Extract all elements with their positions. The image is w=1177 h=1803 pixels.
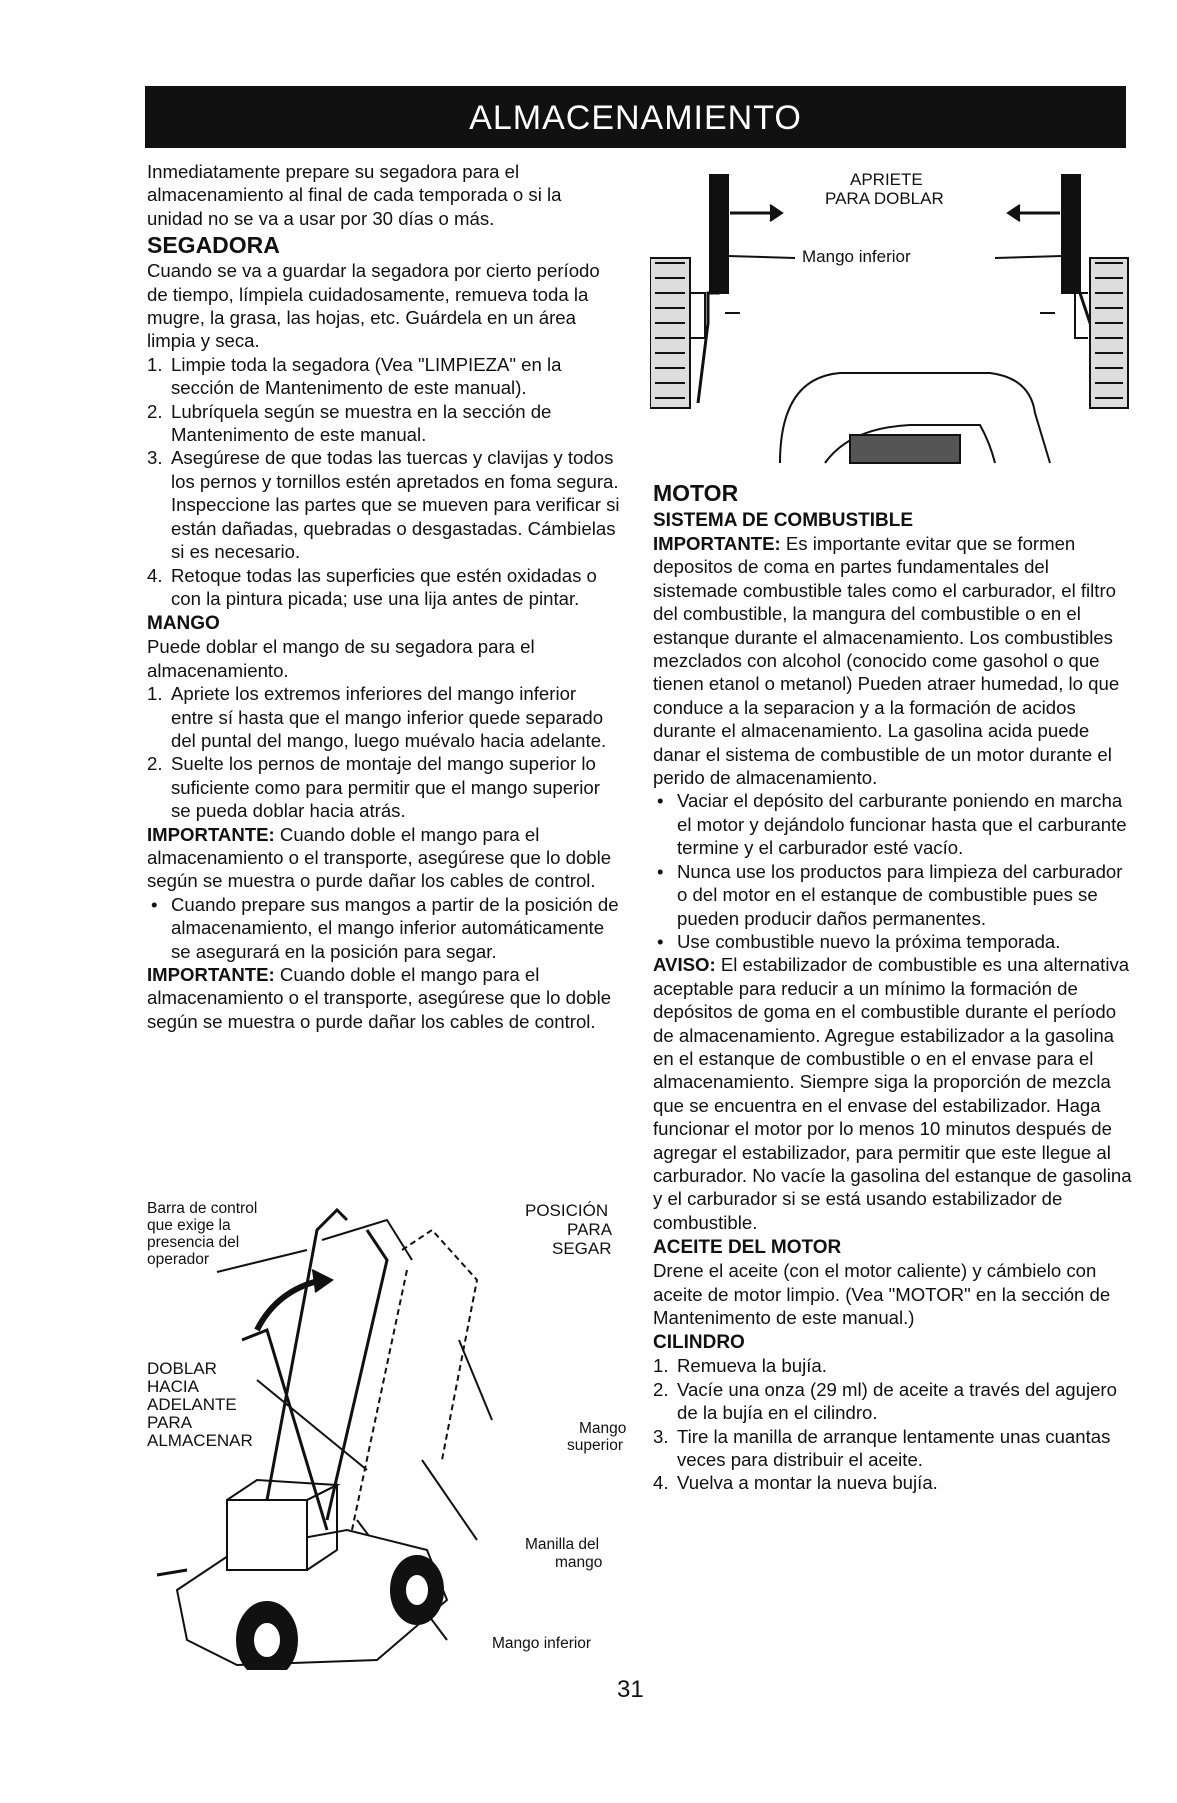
step-number: 1.	[147, 353, 163, 375]
list-item	[653, 860, 1133, 930]
mango-heading: MANGO	[147, 613, 220, 635]
aceite-paragraph: Drene el aceite (con el motor caliente) y cámbielo con aceite de motor limpio. (Vea "MOTOR" en la sección de Mantenimento de este manual.)	[653, 1260, 1111, 1328]
segadora-paragraph: Cuando se va a guardar la segadora por cierto período de tiempo, límpiela cuidadosamente, remueva toda la mugre, la grasa, las hojas, etc. Guárdela en un área limpia y seca.	[147, 260, 600, 352]
section-banner: ALMACENAMIENTO	[145, 86, 1126, 148]
step-number: 2.	[147, 753, 163, 775]
doblar-label: DOBLAR	[147, 1359, 217, 1378]
mango-paragraph: Puede doblar el mango de su segadora para el almacenamiento.	[147, 636, 535, 681]
step-text: Apriete los extremos inferiores del mango inferior entre sí hasta que el mango inferior quede separado del puntal del mango, luego muévalo hacia adelante.	[171, 683, 607, 751]
step-number: 2.	[147, 400, 163, 422]
bullet-text: Cuando prepare sus mangos a partir de la posición de almacenamiento, el mango inferior automáticamente se asegurará en la posición para segar.	[171, 893, 619, 962]
barra-label: Barra de control	[147, 1200, 258, 1217]
list-item	[147, 893, 621, 963]
mango-superior-label: superior	[567, 1437, 623, 1454]
important-label: IMPORTANTE:	[653, 533, 781, 554]
page-number: 31	[617, 1676, 644, 1703]
doblar-label: HACIA	[147, 1377, 199, 1396]
posicion-label: POSICIÓN	[525, 1201, 609, 1220]
list-item	[147, 353, 621, 400]
important-label: IMPORTANTE:	[147, 964, 275, 985]
important-note	[147, 963, 621, 1033]
apriete-label: APRIETE	[850, 170, 923, 189]
list-item	[653, 1354, 1133, 1377]
important-note	[653, 532, 1133, 789]
sistema-heading: SISTEMA DE COMBUSTIBLE	[653, 510, 914, 531]
left-column	[147, 160, 621, 1033]
bullet-icon: •	[151, 893, 158, 915]
barra-label: que exige la	[147, 1217, 231, 1234]
doblar-label: ADELANTE	[147, 1395, 237, 1414]
important-text: Cuando doble el mango para el almacenamiento o el transporte, asegúrese que lo doble según se muestra o purde dañar los cables de control.	[147, 823, 612, 892]
bullet-icon: •	[657, 790, 664, 812]
step-number: 1.	[653, 1355, 669, 1377]
list-item	[147, 752, 621, 822]
list-item	[653, 1378, 1133, 1425]
step-text: Suelte los pernos de montaje del mango superior lo suficiente como para permitir que el mango superior se pueda doblar hacia atrás.	[171, 753, 600, 822]
mango-inferior-label: Mango inferior	[492, 1635, 592, 1652]
doblar-label: PARA	[147, 1413, 193, 1432]
list-item	[653, 1471, 1133, 1494]
step-number: 4.	[653, 1472, 669, 1494]
step-number: 1.	[147, 683, 163, 705]
step-text: Remueva la bujía.	[677, 1355, 827, 1377]
mower-fold-figure	[147, 1200, 627, 1670]
segadora-steps	[147, 353, 621, 610]
para-doblar-label: PARA DOBLAR	[825, 189, 944, 208]
important-text: Es importante evitar que se formen depositos de coma en partes fundamentales del sistemade combustible tales como el carburador, el filtro del combustible, la mangura del combustible o en el estanque durante el almacenamiento. Los combustibles mezclados con alcohol (conocido come gasohol o que tienen etanol o metanol) Pueden atraer humedad, lo que conduce a la separacion y a la formación de acidos durante el almacenamiento. La gasolina acida puede danar el sistema de combustible de un motor durante el perido de almacenamiento.	[653, 533, 1120, 789]
bullet-text: Use combustible nuevo la próxima temporada.	[677, 930, 1061, 952]
bullet-text: Vaciar el depósito del carburante poniendo en marcha el motor y dejándolo funcionar hasta que el carburante termine y el carburador esté vacío.	[677, 790, 1127, 859]
manilla-label: Manilla del	[525, 1536, 600, 1553]
list-item	[653, 930, 1133, 953]
important-label: IMPORTANTE:	[147, 823, 275, 845]
barra-label: presencia del	[147, 1234, 240, 1251]
important-text: Cuando doble el mango para el almacenamiento o el transporte, asegúrese que lo doble según se muestra o purde dañar los cables de control.	[147, 964, 612, 1032]
bullet-text: Nunca use los productos para limpieza del carburador o del motor en el estanque de combustible pues se pueden producir daños permanentes.	[677, 860, 1123, 929]
important-note	[147, 823, 621, 893]
step-number: 3.	[653, 1425, 669, 1447]
fuel-bullets	[653, 789, 1133, 953]
list-item	[653, 1425, 1133, 1472]
aviso-label: AVISO:	[653, 954, 716, 976]
segadora-heading: SEGADORA	[147, 232, 280, 259]
list-item	[653, 789, 1133, 859]
step-text: Retoque todas las superficies que estén oxidadas o con la pintura picada; use una lija antes de pintar.	[171, 564, 597, 609]
list-item	[147, 400, 621, 447]
step-text: Tire la manilla de arranque lentamente unas cuantas veces para distribuir el aceite.	[677, 1425, 1111, 1471]
list-item	[147, 446, 621, 563]
manilla-label: mango	[555, 1554, 603, 1571]
mango-bullets	[147, 893, 621, 963]
posicion-label: PARA	[567, 1220, 613, 1239]
bullet-icon: •	[657, 930, 664, 952]
mango-steps	[147, 682, 621, 822]
step-text: Vuelva a montar la nueva bujía.	[677, 1472, 938, 1494]
right-column	[653, 478, 1133, 1495]
step-text: Limpie toda la segadora (Vea "LIMPIEZA" en la sección de Mantenimento de este manual).	[171, 353, 562, 399]
mango-inferior-label: Mango inferior	[802, 247, 911, 266]
cilindro-heading: CILINDRO	[653, 1332, 745, 1354]
doblar-label: ALMACENAR	[147, 1431, 253, 1450]
mango-superior-label: Mango	[579, 1420, 627, 1437]
intro-paragraph: Inmediatamente prepare su segadora para el almacenamiento al final de cada temporada o si la unidad no se va a usar por 30 días o más.	[147, 161, 562, 229]
aceite-heading: ACEITE DEL MOTOR	[653, 1237, 842, 1259]
handle-squeeze-figure	[650, 163, 1130, 475]
posicion-label: SEGAR	[552, 1239, 612, 1258]
list-item	[147, 564, 621, 611]
step-number: 4.	[147, 564, 163, 586]
step-text: Asegúrese de que todas las tuercas y clavijas y todos los pernos y tornillos estén apretados en foma segura. Inspeccione las partes que se mueven para verificar si están dañadas, quebradas o desgastadas. Cámbielas si es necesario.	[171, 447, 620, 563]
step-number: 2.	[653, 1378, 669, 1400]
motor-heading: MOTOR	[653, 480, 739, 506]
step-number: 3.	[147, 447, 163, 469]
cilindro-steps	[653, 1354, 1133, 1494]
aviso-note	[653, 953, 1133, 1234]
bullet-icon: •	[657, 860, 664, 882]
step-text: Lubríquela según se muestra en la sección de Mantenimento de este manual.	[171, 400, 552, 446]
list-item	[147, 682, 621, 752]
handle-squeeze-illustration	[650, 163, 1130, 475]
aviso-text: El estabilizador de combustible es una alternativa aceptable para reducir a un mínimo la formación de depósitos de goma en el combustible durante el período de almacenamiento. Agregue estabilizador a la gasolina en el estanque de combustible o en el envase para el almacenamiento. Siempre siga la proporción de mezcla que se encuentra en el envase del estabilizador. Haga funcionar el motor por lo menos 10 minutos después de agregar el estabilizador, para permitir que este llegue al carburador. No vacíe la gasolina del estanque de gasolina y el carburador si se está usando estabilizador de combustible.	[653, 954, 1132, 1233]
step-text: Vacíe una onza (29 ml) de aceite a través del agujero de la bujía en el cilindro.	[677, 1378, 1117, 1424]
barra-label: operador	[147, 1251, 210, 1268]
